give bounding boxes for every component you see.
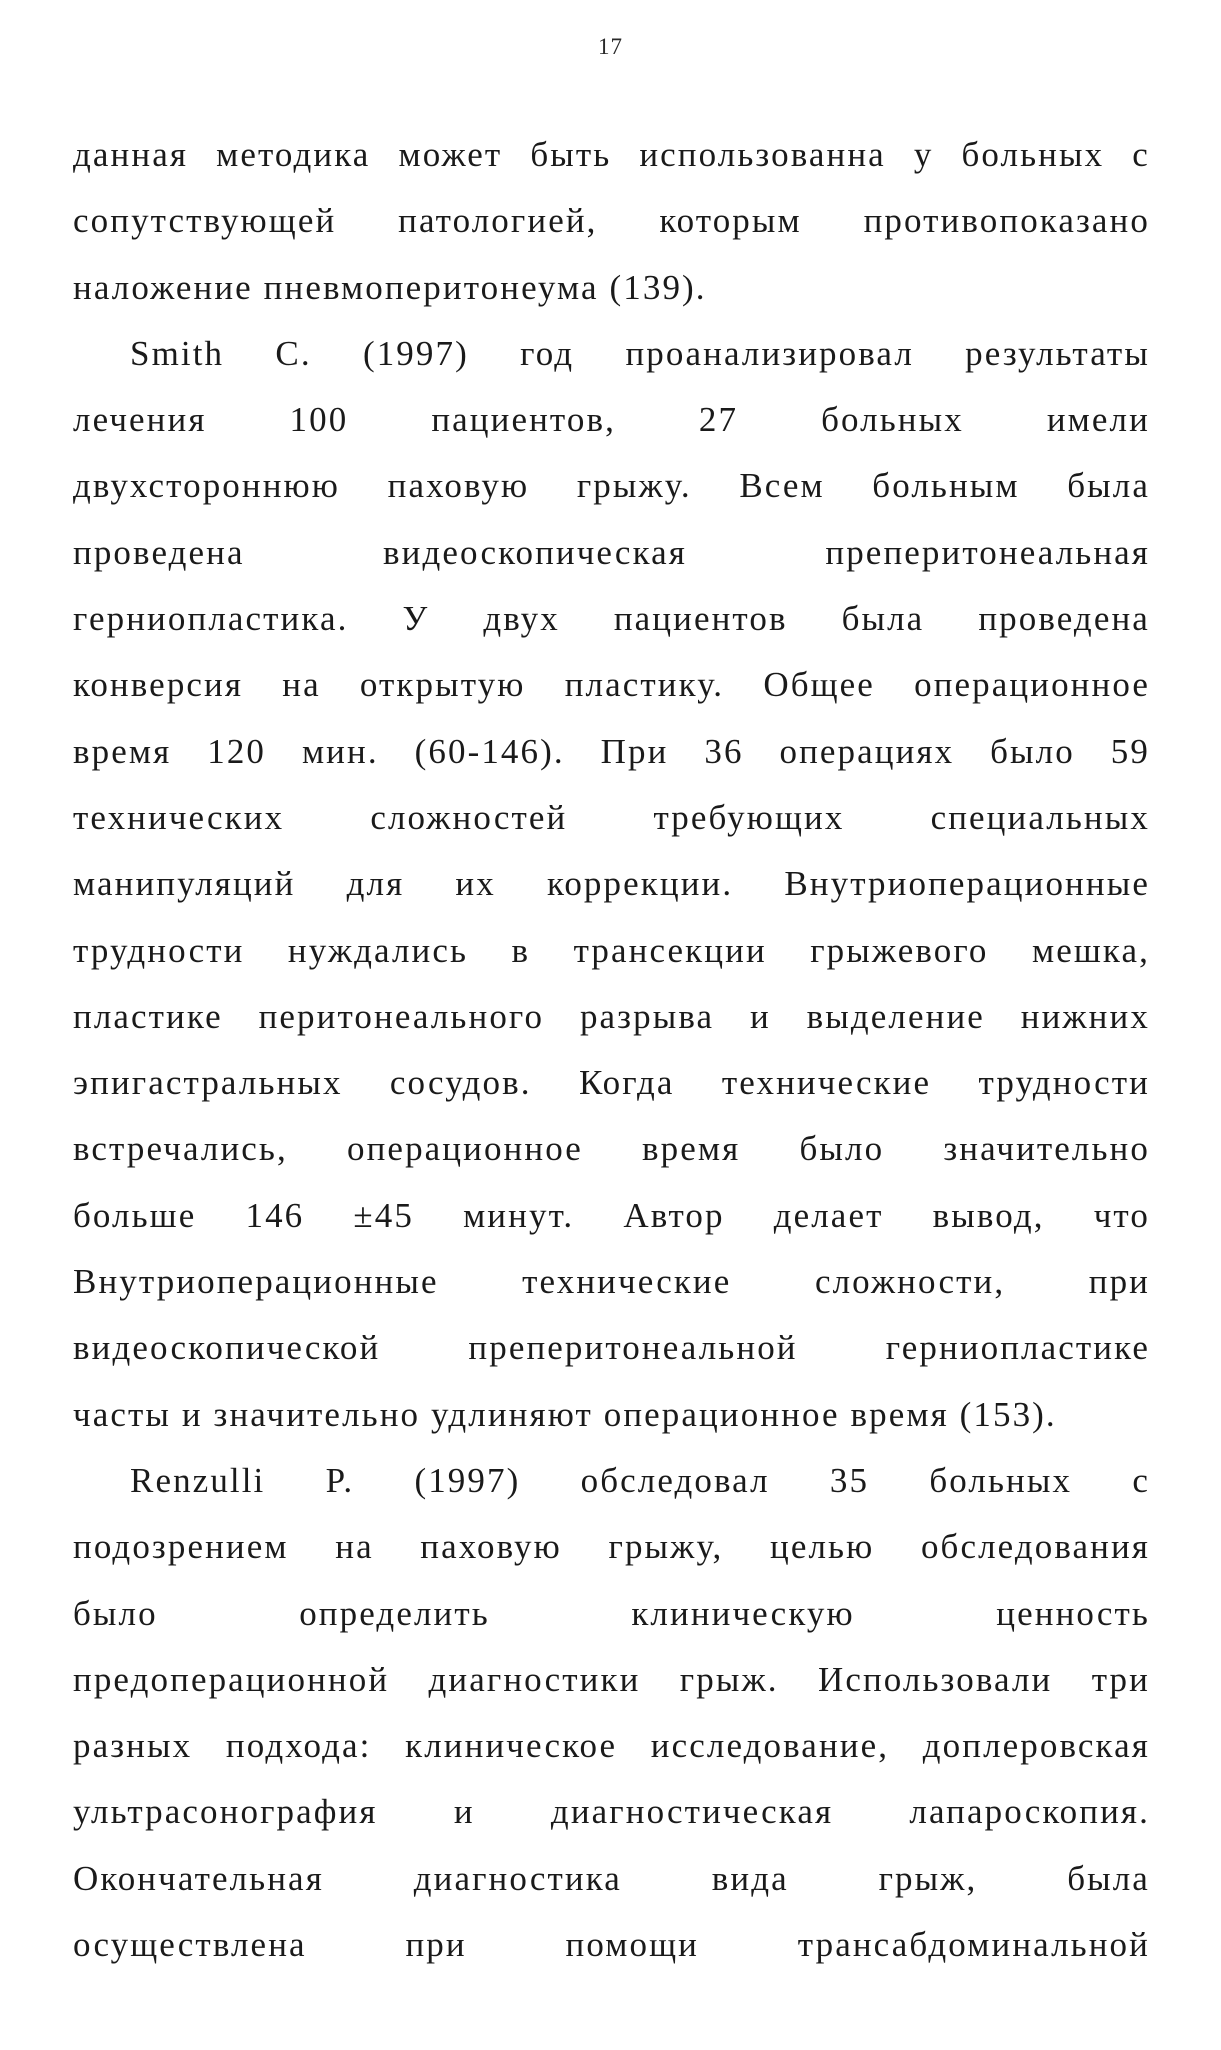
word: трудности — [73, 930, 245, 970]
word: (1997) — [414, 1460, 521, 1500]
word: сложности, — [814, 1262, 1006, 1302]
word: грыж, — [878, 1858, 978, 1898]
word: было — [799, 1129, 885, 1169]
paragraph — [73, 122, 1150, 321]
word: Окончательная — [73, 1858, 324, 1898]
word: операционное — [914, 665, 1150, 705]
text-line — [73, 652, 1150, 718]
word: помощи — [565, 1925, 699, 1965]
text-line: часты и значительно удлиняют операционное время (153). — [73, 1394, 1057, 1434]
word: проведена — [978, 599, 1150, 639]
body-text — [73, 122, 1150, 1978]
word: встречались, — [73, 1129, 288, 1169]
word: было — [990, 731, 1075, 771]
word: видеоскопической — [73, 1328, 381, 1368]
word: обследовал — [580, 1460, 770, 1500]
word: больных — [961, 135, 1105, 174]
word: в — [511, 930, 531, 970]
word: Smith — [130, 333, 225, 373]
word: три — [1091, 1659, 1150, 1699]
text-line — [73, 1315, 1150, 1381]
text-line — [73, 1779, 1150, 1845]
word: методика — [216, 135, 371, 174]
text-line — [73, 1249, 1150, 1315]
text-line — [73, 1514, 1150, 1580]
text-line — [73, 719, 1150, 785]
word: грыж. — [679, 1659, 779, 1699]
word: 27 — [698, 400, 739, 440]
word: диагностики — [428, 1659, 641, 1699]
word: клиническое — [405, 1726, 618, 1766]
word: выделение — [806, 996, 985, 1036]
word: открытую — [359, 665, 526, 705]
word: паховую — [420, 1527, 562, 1567]
word: технических — [73, 797, 285, 837]
text-line — [73, 918, 1150, 984]
word: данная — [73, 135, 189, 174]
word: разрыва — [579, 996, 715, 1036]
word: доплеровская — [922, 1726, 1150, 1766]
word: 120 — [207, 731, 267, 771]
text-line — [73, 586, 1150, 652]
word: грыжевого — [810, 930, 989, 970]
word: вида — [711, 1858, 789, 1898]
word: больных — [929, 1460, 1073, 1500]
word: обследования — [920, 1527, 1150, 1567]
word: с — [1132, 1460, 1150, 1500]
word: разных — [73, 1726, 193, 1766]
word: клиническую — [631, 1593, 855, 1633]
word: и — [453, 1792, 475, 1832]
word: год — [520, 333, 575, 373]
text-line — [73, 1647, 1150, 1713]
text-line — [73, 122, 1150, 188]
word: с — [1132, 135, 1150, 174]
text-line — [73, 1183, 1150, 1249]
text-line — [73, 1846, 1150, 1912]
word: значительно — [943, 1129, 1150, 1169]
word: Общее — [763, 665, 875, 705]
paragraph — [73, 321, 1150, 1448]
text-line — [73, 1116, 1150, 1182]
word: эпигастральных — [73, 1063, 343, 1103]
word: конверсия — [73, 665, 244, 705]
word: технические — [522, 1262, 732, 1302]
word: Renzulli — [130, 1460, 266, 1500]
word: для — [346, 864, 405, 904]
word: специальных — [930, 797, 1150, 837]
word: лапароскопия. — [909, 1792, 1150, 1832]
word: манипуляций — [73, 864, 296, 904]
word: Всем — [739, 466, 825, 506]
word: при — [1088, 1262, 1150, 1302]
word: может — [398, 135, 503, 174]
word: трансабдоминальной — [797, 1925, 1150, 1965]
word: требующих — [653, 797, 845, 837]
word: 35 — [829, 1460, 870, 1500]
word: патологией, — [398, 201, 598, 241]
word: вывод, — [932, 1195, 1045, 1235]
word: предоперационной — [73, 1659, 390, 1699]
word: сопутствующей — [73, 201, 337, 241]
word: их — [455, 864, 496, 904]
word: ультрасонография — [73, 1792, 378, 1832]
word: нуждались — [287, 930, 469, 970]
word: грыжу. — [576, 466, 692, 506]
text-line — [73, 520, 1150, 586]
word: сосудов. — [389, 1063, 532, 1103]
text-line: наложение пневмоперитонеума (139). — [73, 267, 707, 307]
word: Когда — [578, 1063, 675, 1103]
text-line — [73, 453, 1150, 519]
text-line — [73, 1713, 1150, 1779]
text-line — [73, 321, 1150, 387]
word: больных — [821, 400, 964, 440]
word: коррекции. — [547, 864, 734, 904]
word: использованна — [639, 135, 886, 174]
word: время — [73, 731, 172, 771]
word: Внутриоперационные — [73, 1262, 439, 1302]
word: операционное — [347, 1129, 583, 1169]
word: больше — [73, 1195, 197, 1235]
text-line — [73, 984, 1150, 1050]
word: пациентов — [613, 599, 788, 639]
word: 146 — [245, 1195, 305, 1235]
word: Автор — [623, 1195, 725, 1235]
text-line — [73, 1050, 1150, 1116]
word: противопоказано — [863, 201, 1150, 241]
word: проведена — [73, 532, 245, 572]
word: трудности — [978, 1063, 1150, 1103]
text-line — [73, 851, 1150, 917]
word: двухстороннюю — [73, 466, 341, 506]
word: определить — [299, 1593, 490, 1633]
word: которым — [659, 201, 802, 241]
word: C. — [275, 333, 312, 373]
text-line — [73, 1912, 1150, 1978]
word: пластике — [73, 996, 223, 1036]
word: У — [402, 599, 430, 639]
word: была — [841, 599, 925, 639]
word: было — [73, 1593, 158, 1633]
word: подхода: — [225, 1726, 372, 1766]
word: диагностическая — [550, 1792, 834, 1832]
word: что — [1093, 1195, 1150, 1235]
text-line — [73, 1448, 1150, 1514]
word: делает — [773, 1195, 884, 1235]
word: сложностей — [370, 797, 568, 837]
word: результаты — [965, 333, 1150, 373]
word: и — [749, 996, 771, 1036]
word: паховую — [387, 466, 530, 506]
word: 59 — [1110, 731, 1150, 771]
word: нижних — [1020, 996, 1150, 1036]
word: имели — [1046, 400, 1150, 440]
word: герниопластика. — [73, 599, 349, 639]
word: При — [600, 731, 669, 771]
text-line — [73, 387, 1150, 453]
word: ±45 — [353, 1195, 414, 1235]
word: преперитонеальная — [825, 532, 1150, 572]
word: герниопластике — [885, 1328, 1150, 1368]
word: ценность — [996, 1593, 1150, 1633]
text-line — [73, 785, 1150, 851]
word: Использовали — [817, 1659, 1053, 1699]
word: (1997) — [362, 333, 469, 373]
word: 36 — [704, 731, 744, 771]
word: осуществлена — [73, 1925, 307, 1965]
word: преперитонеальной — [468, 1328, 798, 1368]
word: Внутриоперационные — [784, 864, 1150, 904]
word: лечения — [73, 400, 207, 440]
word: (60-146). — [414, 731, 565, 771]
word: на — [282, 665, 321, 705]
word: исследование, — [650, 1726, 890, 1766]
word: мин. — [301, 731, 379, 771]
word: при — [405, 1925, 467, 1965]
word: у — [913, 135, 934, 174]
word: грыжу, — [608, 1527, 724, 1567]
word: на — [335, 1527, 374, 1567]
word: трансекции — [573, 930, 767, 970]
word: подозрением — [73, 1527, 289, 1567]
word: была — [1067, 1858, 1150, 1898]
page-number: 17 — [598, 34, 623, 59]
word: была — [1067, 466, 1150, 506]
text-line — [73, 188, 1150, 254]
word: технические — [721, 1063, 932, 1103]
word: перитонеального — [258, 996, 545, 1036]
word: больным — [872, 466, 1020, 506]
word: быть — [530, 135, 612, 174]
word: пластику. — [564, 665, 725, 705]
word: видеоскопическая — [383, 532, 687, 572]
word: 100 — [289, 400, 349, 440]
paragraph — [73, 1448, 1150, 1978]
word: диагностика — [413, 1858, 622, 1898]
word: мешка, — [1031, 930, 1150, 970]
word: время — [642, 1129, 741, 1169]
word: пациентов, — [431, 400, 616, 440]
word: операциях — [779, 731, 955, 771]
word: целью — [770, 1527, 875, 1567]
word: P. — [325, 1460, 355, 1500]
word: проанализировал — [625, 333, 914, 373]
word: двух — [483, 599, 560, 639]
word: минут. — [463, 1195, 575, 1235]
text-line — [73, 1581, 1150, 1647]
